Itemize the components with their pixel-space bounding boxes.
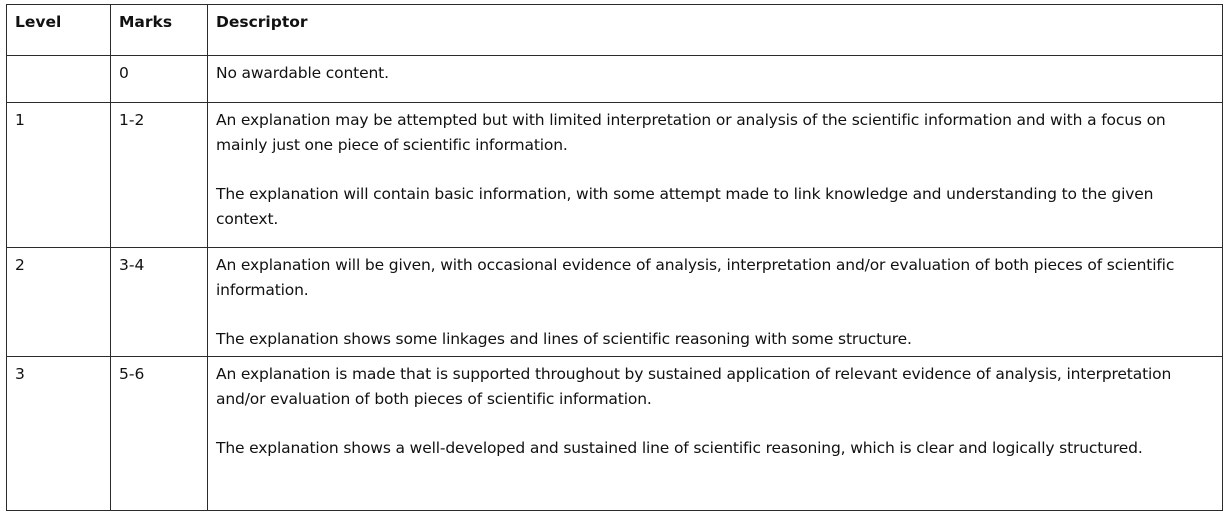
descriptor-cell <box>208 56 1223 103</box>
descriptor-cell <box>208 357 1223 511</box>
descriptor-paragraph: The explanation shows a well-developed and sustained line of scientific reasoning, which is clear and logically structured. <box>216 439 1143 457</box>
descriptor-cell <box>208 103 1223 248</box>
marks-cell: 5-6 <box>111 357 208 511</box>
descriptor-cell <box>208 248 1223 357</box>
marks-cell: 1-2 <box>111 103 208 248</box>
level-column-header: Level <box>7 5 111 56</box>
marks-cell: 0 <box>111 56 208 103</box>
marks-cell: 3-4 <box>111 248 208 357</box>
marks-column-header: Marks <box>111 5 208 56</box>
table-row <box>7 357 1223 511</box>
table-header-row <box>7 5 1223 56</box>
level-cell: 3 <box>7 357 111 511</box>
descriptor-column-header: Descriptor <box>208 5 1223 56</box>
table-row <box>7 56 1223 103</box>
level-cell: 1 <box>7 103 111 248</box>
table-row <box>7 103 1223 248</box>
descriptor-paragraph: The explanation shows some linkages and lines of scientific reasoning with some structure. <box>216 330 912 348</box>
table-row <box>7 248 1223 357</box>
descriptor-paragraph: An explanation is made that is supported throughout by sustained application of relevant evidence of analysis, interpretation and/or evaluation of both pieces of scientific information. <box>216 365 1172 408</box>
descriptor-paragraph: No awardable content. <box>216 64 389 82</box>
level-cell <box>7 56 111 103</box>
descriptor-paragraph: The explanation will contain basic information, with some attempt made to link knowledge and understanding to the given context. <box>216 185 1154 228</box>
descriptor-paragraph: An explanation will be given, with occasional evidence of analysis, interpretation and/or evaluation of both pieces of scientific information. <box>216 256 1175 299</box>
mark-scheme-table <box>6 4 1223 511</box>
descriptor-paragraph: An explanation may be attempted but with limited interpretation or analysis of the scientific information and with a focus on mainly just one piece of scientific information. <box>216 111 1166 154</box>
level-cell: 2 <box>7 248 111 357</box>
